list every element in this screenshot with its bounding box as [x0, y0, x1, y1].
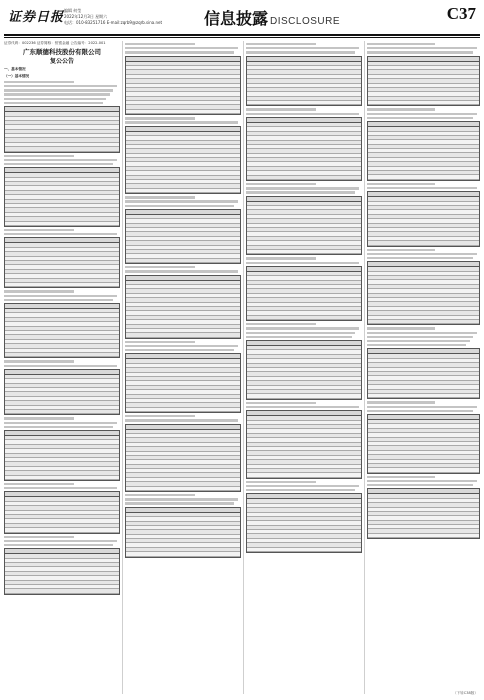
text-line: [125, 349, 234, 351]
table-row: [368, 320, 479, 324]
disclosure-table: [4, 167, 120, 227]
text-line: [367, 47, 477, 49]
text-line: [246, 47, 359, 49]
notice-code-line: 证券代码：002236 证券简称：恒银金融 公告编号：2022-001: [4, 41, 106, 45]
column-body: [367, 43, 480, 539]
section-banner: [204, 6, 340, 29]
text-line: [367, 253, 477, 255]
text-line: [367, 401, 435, 403]
masthead-meta: [64, 8, 162, 26]
table-row: [126, 333, 240, 337]
table-row: [247, 394, 361, 398]
column-4: [367, 41, 480, 694]
table-row: [368, 241, 479, 245]
table-row: [368, 534, 479, 538]
table-row: [5, 222, 119, 226]
text-line: [246, 257, 316, 259]
disclosure-table: [246, 410, 362, 478]
disclosure-table: [246, 196, 362, 256]
text-line: [125, 200, 238, 202]
masthead-rule-thin: [4, 37, 480, 38]
text-line: [246, 108, 316, 110]
company-name: 广东顺德科技股份有限公司: [23, 48, 101, 56]
text-line: [125, 47, 238, 49]
text-line: [4, 89, 113, 91]
text-line: [4, 229, 74, 231]
table-row: [126, 189, 240, 193]
text-line: [4, 93, 110, 95]
text-line: [367, 108, 435, 110]
continuation-note: （下转C38版）: [452, 691, 478, 695]
issue-date: 2022年12月3日 星期六: [64, 14, 108, 19]
newspaper-logo: 证券日报: [8, 10, 65, 25]
table-row: [5, 283, 119, 287]
disclosure-table: [246, 340, 362, 400]
table-row: [247, 250, 361, 254]
disclosure-table: [246, 493, 362, 553]
table-row: [5, 476, 119, 480]
editor-line: 编辑 何莹: [64, 8, 82, 13]
contact-line: 电话：010-83251716 E-mail:zqrb9@zqrb.sina.net: [64, 20, 163, 25]
column-2: [125, 41, 241, 694]
text-line: [246, 489, 355, 491]
table-row: [368, 468, 479, 472]
text-line: [125, 419, 238, 421]
text-line: [4, 299, 113, 301]
text-line: [125, 498, 238, 500]
table-row: [247, 316, 361, 320]
text-line: [367, 187, 477, 189]
disclosure-table: [367, 121, 480, 181]
text-line: [125, 205, 234, 207]
text-line: [246, 191, 355, 193]
text-line: [367, 410, 473, 412]
column-divider: [364, 41, 365, 694]
text-line: [4, 81, 74, 83]
text-line: [4, 426, 113, 428]
table-row: [247, 548, 361, 552]
text-line: [4, 422, 117, 424]
text-line: [246, 51, 355, 53]
text-line: [4, 365, 117, 367]
disclosure-table: [246, 266, 362, 321]
disclosure-table: [125, 424, 241, 492]
table-row: [247, 101, 361, 105]
masthead: [4, 6, 480, 32]
disclosure-table: [125, 209, 241, 264]
section-subheading: （一）基本情况: [4, 74, 30, 78]
text-line: [367, 43, 435, 45]
text-line: [367, 327, 435, 329]
disclosure-table: [4, 491, 120, 533]
text-line: [4, 544, 113, 546]
text-line: [367, 257, 473, 259]
text-line: [125, 121, 238, 123]
text-line: [246, 336, 352, 338]
disclosure-table: [367, 488, 480, 539]
section-heading: 一、基本情况: [4, 67, 26, 71]
text-line: [4, 360, 74, 362]
text-line: [246, 262, 359, 264]
table-row: [5, 589, 119, 593]
page-number: C37: [446, 4, 476, 23]
table-row: [126, 110, 240, 114]
disclosure-table: [125, 126, 241, 194]
text-line: [125, 196, 195, 198]
text-line: [367, 113, 477, 115]
table-row: [5, 528, 119, 532]
text-line: [125, 494, 195, 496]
text-line: [4, 417, 74, 419]
text-line: [125, 51, 234, 53]
text-line: [4, 540, 117, 542]
text-line: [4, 536, 74, 538]
disclosure-table: [125, 275, 241, 339]
disclosure-table: [4, 548, 120, 595]
table-row: [5, 353, 119, 357]
text-line: [4, 155, 74, 157]
disclosure-table: [367, 348, 480, 399]
text-line: [246, 183, 316, 185]
text-line: [246, 327, 359, 329]
text-line: [367, 332, 477, 334]
disclosure-table: [4, 430, 120, 481]
text-line: [125, 415, 195, 417]
disclosure-table: [4, 369, 120, 416]
text-line: [246, 332, 355, 334]
text-line: [367, 480, 477, 482]
column-body: [246, 43, 362, 553]
text-line: [246, 406, 359, 408]
table-row: [247, 473, 361, 477]
text-line: [125, 266, 195, 268]
text-line: [367, 476, 435, 478]
text-line: [4, 159, 117, 161]
disclosure-table: [367, 191, 480, 246]
text-line: [367, 51, 473, 53]
column-body: [125, 43, 241, 558]
disclosure-table: [367, 261, 480, 325]
disclosure-table: [125, 353, 241, 413]
text-line: [367, 249, 435, 251]
column-body: [4, 81, 120, 595]
text-line: [246, 485, 359, 487]
text-line: [246, 481, 316, 483]
text-line: [125, 502, 234, 504]
text-line: [4, 295, 117, 297]
column-divider: [122, 41, 123, 694]
table-row: [126, 408, 240, 412]
banner-cn: 信息披露: [204, 9, 269, 28]
text-line: [4, 233, 117, 235]
text-line: [4, 85, 117, 87]
notice-title: 复公公告: [49, 58, 74, 65]
table-row: [368, 175, 479, 179]
text-line: [4, 487, 117, 489]
table-row: [368, 101, 479, 105]
disclosure-table: [125, 507, 241, 558]
text-line: [367, 344, 466, 346]
text-line: [367, 336, 473, 338]
text-line: [4, 102, 103, 104]
text-line: [367, 406, 477, 408]
column-1: [4, 41, 120, 694]
text-line: [125, 43, 195, 45]
text-line: [4, 98, 106, 100]
disclosure-table: [4, 237, 120, 288]
disclosure-table: [246, 56, 362, 107]
disclosure-table: [125, 56, 241, 116]
text-line: [246, 402, 316, 404]
masthead-rule: [4, 34, 480, 36]
table-row: [5, 147, 119, 151]
table-row: [368, 394, 479, 398]
disclosure-table: [246, 117, 362, 181]
text-line: [125, 341, 195, 343]
column-3: [246, 41, 362, 694]
text-line: [246, 323, 316, 325]
text-line: [246, 113, 359, 115]
table-row: [126, 259, 240, 263]
table-row: [126, 552, 240, 556]
text-line: [125, 117, 195, 119]
disclosure-table: [367, 414, 480, 474]
text-line: [367, 340, 470, 342]
table-row: [5, 410, 119, 414]
text-line: [246, 187, 359, 189]
text-line: [125, 345, 238, 347]
text-line: [367, 117, 473, 119]
disclosure-table: [367, 56, 480, 107]
table-row: [126, 487, 240, 491]
text-line: [367, 484, 473, 486]
text-line: [125, 270, 238, 272]
banner-en: DISCLOSURE: [270, 16, 341, 27]
text-line: [367, 183, 435, 185]
column-divider: [243, 41, 244, 694]
disclosure-table: [4, 106, 120, 153]
disclosure-table: [4, 303, 120, 358]
text-line: [4, 483, 74, 485]
text-line: [4, 163, 113, 165]
text-line: [4, 290, 74, 292]
table-row: [247, 176, 361, 180]
text-line: [246, 43, 316, 45]
